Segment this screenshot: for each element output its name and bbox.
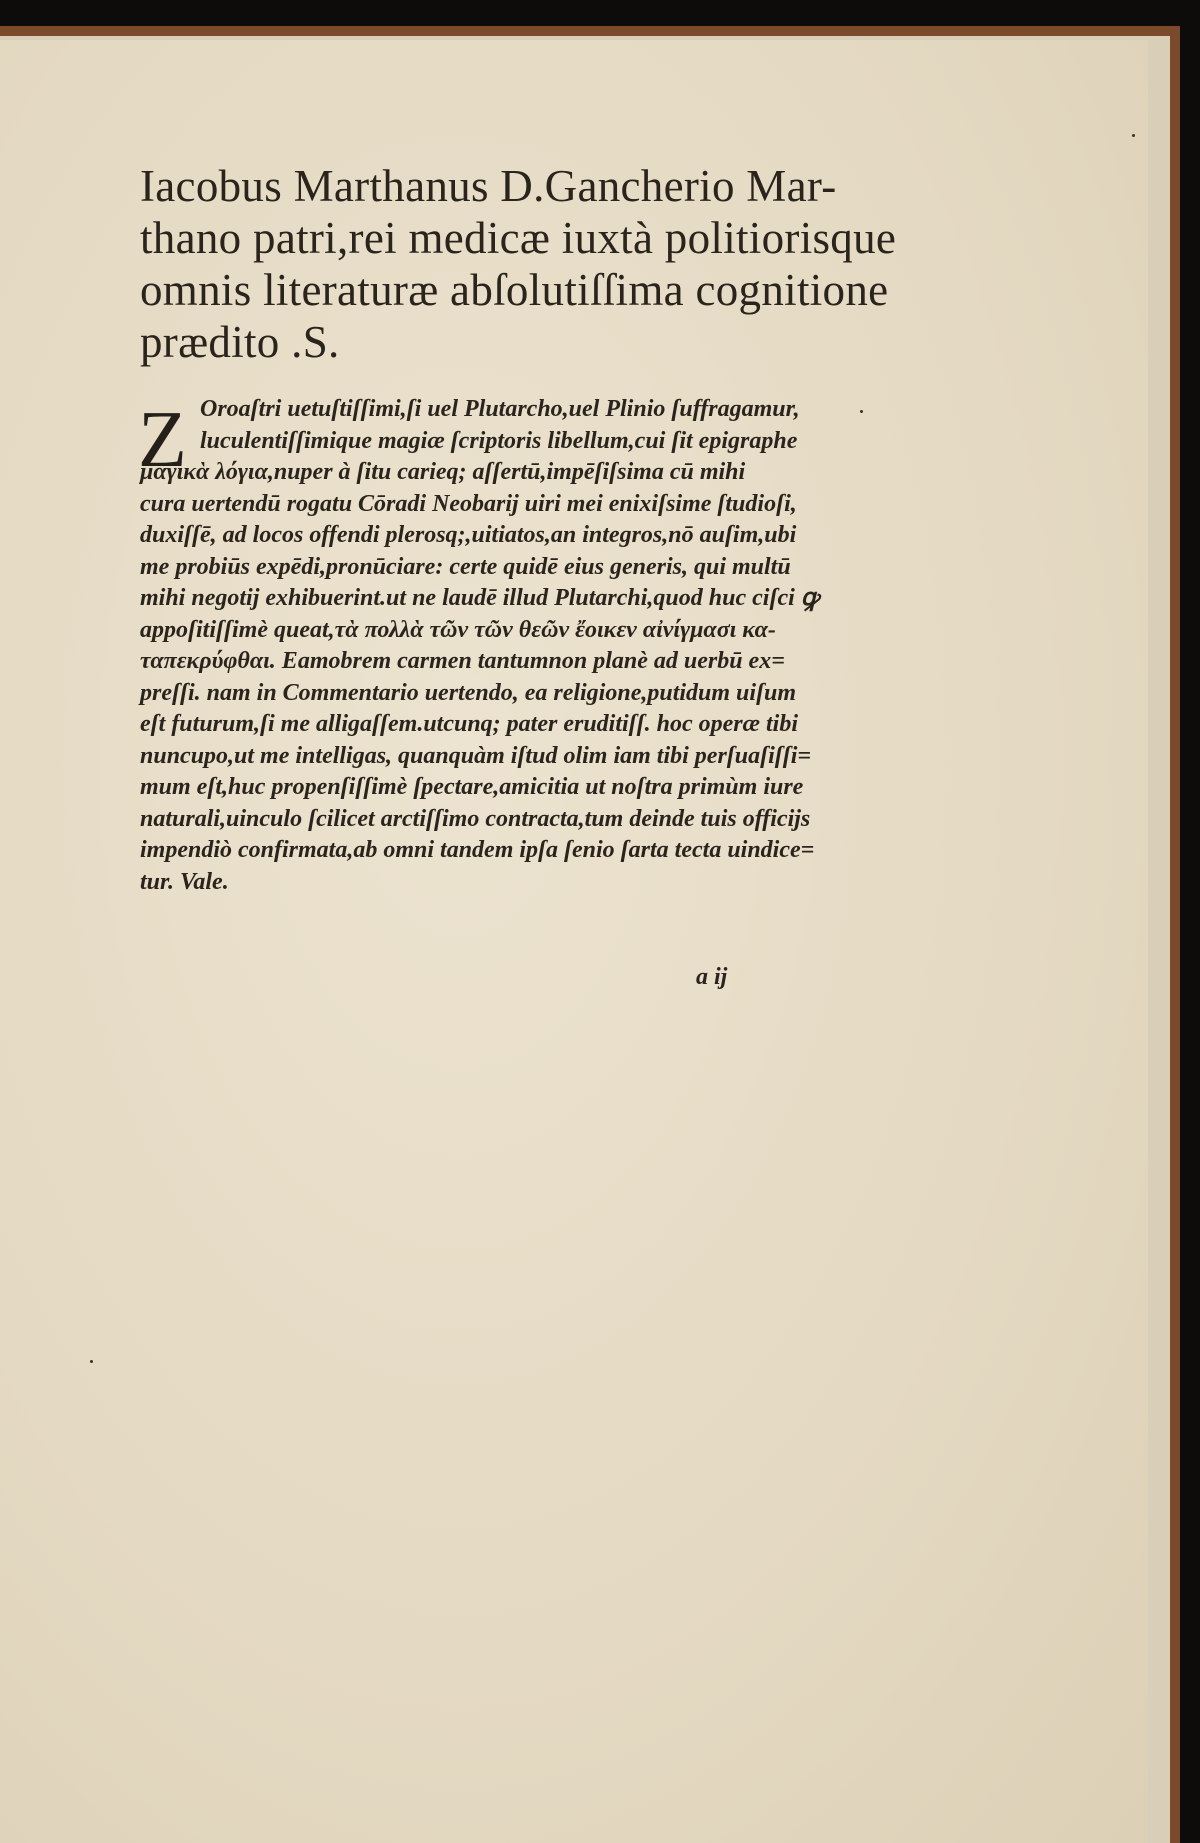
body-line: appoſitiſſimè queat,τὰ πολλὰ τῶν τῶν θεῶν ἔοικεν αἰνίγμασι κα- xyxy=(140,616,776,643)
body-line: impendiò confirmata,ab omni tandem ipſa ſenio ſarta tecta uindice= xyxy=(140,837,815,863)
ink-speck xyxy=(860,410,863,413)
body-line: mihi negotij exhibuerint.ut ne laudē illud Plutarchi,quod huc ciſci ꝙ xyxy=(140,585,819,611)
ink-speck xyxy=(1132,134,1135,137)
heading-line: Iacobus Marthanus D.Gancherio Mar- xyxy=(140,161,837,211)
body-line: duxiſſē, ad locos offendi plerosq;,uitiatos,an integros,nō auſim,ubi xyxy=(140,522,797,548)
body-line: μαγικὰ λόγια,nuper à ſitu carieq; aſſertū,impēſiſsima cū mihi xyxy=(140,459,746,485)
body-line: luculentiſſimique magiæ ſcriptoris libellum,cui ſit epigraphe xyxy=(200,427,798,454)
body-line: ταπεκρύφθαι. Eamobrem carmen tantumnon planè ad uerbū ex= xyxy=(140,648,785,674)
body-line: preſſi. nam in Commentario uertendo, ea religione,putidum uiſum xyxy=(140,679,797,706)
body-line: tur. Vale. xyxy=(140,868,229,895)
heading-line: thano patri,rei medicæ iuxtà politiorisque xyxy=(140,213,897,263)
body-line: naturali,uinculo ſcilicet arctiſſimo contracta,tum deinde tuis officijs xyxy=(140,805,811,832)
drop-cap: Z xyxy=(138,396,187,484)
letter-body xyxy=(140,394,860,898)
body-line: cura uertendū rogatu Cōradi Neobarij uiri mei enixiſsime ſtudioſi, xyxy=(140,490,797,517)
body-line: me probiūs expēdi,pronūciare: certe quidē eius generis, qui multū xyxy=(140,553,791,580)
dedication-heading xyxy=(140,160,897,368)
ink-speck xyxy=(90,1360,93,1363)
body-line: eſt futurum,ſi me alligaſſem.utcunq; pater eruditiſſ. hoc operæ tibi xyxy=(140,711,798,737)
body-line: Oroaſtri uetuſtiſſimi,ſi uel Plutarcho,uel Plinio ſuffragamur, xyxy=(200,396,800,422)
signature-mark: a ij xyxy=(696,964,728,990)
heading-line: omnis literaturæ abſolutiſſima cognitione xyxy=(140,265,889,315)
heading-line: prædito .S. xyxy=(140,317,340,367)
body-line: nuncupo,ut me intelligas, quanquàm iſtud olim iam tibi perſuaſiſſi= xyxy=(140,742,812,769)
body-line: mum eſt,huc propenſiſſimè ſpectare,amicitia ut noſtra primùm iure xyxy=(140,774,804,800)
